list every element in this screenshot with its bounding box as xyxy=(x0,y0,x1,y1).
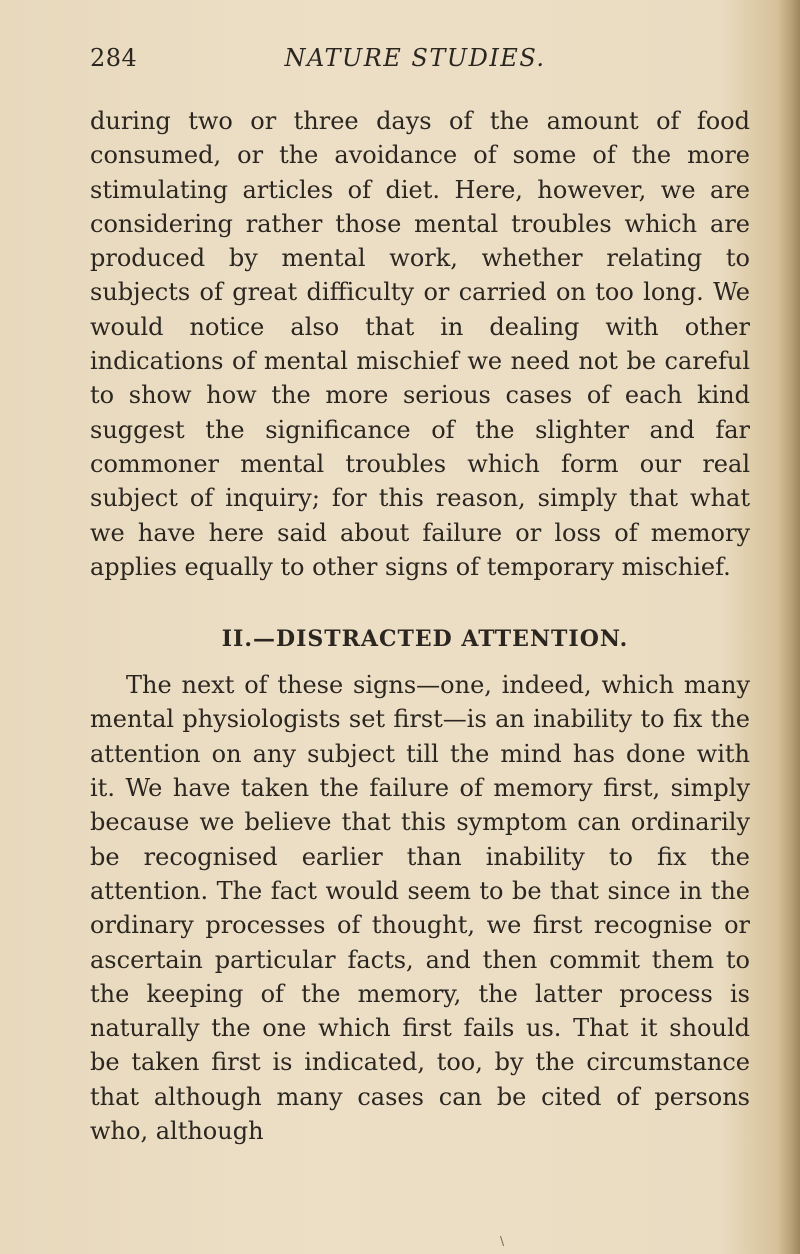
page-edge-shadow xyxy=(778,0,800,1254)
paragraph-distracted-attention: The next of these signs—one, indeed, which many mental physiologists set first—is an inability to fix the attention on any subject till the mind has done with it. We have taken the failure of memory first, simply because we believe that this symptom can ordinarily be recognised earlier than inability to fix the attention. The fact would seem to be that since in the ordinary processes of thought, we first recognise or ascertain particular facts, and then commit them to the keeping of the memory, the latter process is naturally the one which first fails us. That it should be taken first is indicated, too, by the circumstance that although many cases can be cited of persons who, although xyxy=(90,671,750,1146)
running-title: NATURE STUDIES. xyxy=(284,44,546,72)
footer-mark: \ xyxy=(500,1234,505,1248)
page-number: 284 xyxy=(90,44,138,72)
section-heading: II.—DISTRACTED ATTENTION. xyxy=(221,626,629,653)
paragraph-continued: during two or three days of the amount of food consumed, or the avoidance of some of the more stimulating articles of diet. Here, however, we are considering rather those mental troubles which are produced by mental work, whether relating to subjects of great difficulty or carried on too long. We would notice also that in dealing with other indications of mental mischief we need not be careful to show how the more serious cases of each kind suggest the significance of the slighter and far commoner mental troubles which form our real subject of inquiry; for this reason, simply that what we have here said about failure or loss of memory applies equally to other signs of temporary mischief. xyxy=(90,107,750,581)
page-body xyxy=(90,104,750,1148)
page-header xyxy=(90,44,740,84)
